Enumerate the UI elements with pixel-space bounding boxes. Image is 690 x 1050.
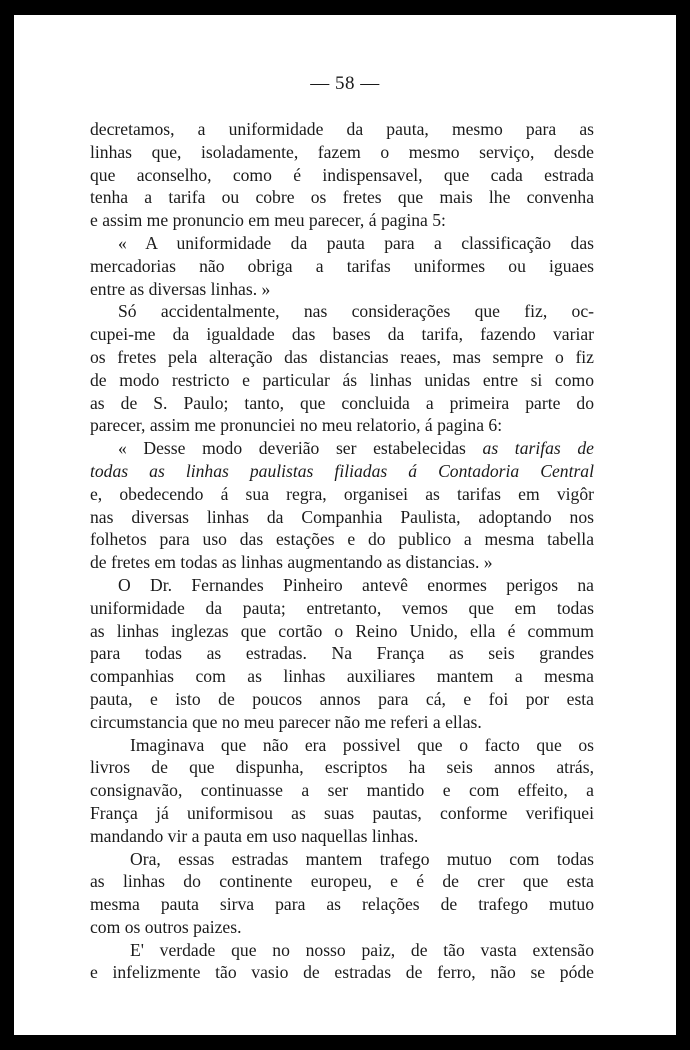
text-line: os fretes pela alteração das distancias reaes, mas sempre o fiz: [90, 346, 594, 367]
text-line: uniformidade da pauta; entretanto, vemos que em todas: [90, 597, 594, 618]
text-line: circumstancia que no meu parecer não me referi a ellas.: [90, 711, 482, 732]
text-run: « Desse modo deverião ser estabelecidas: [118, 438, 466, 459]
text-line: parecer, assim me pronunciei no meu relatorio, á pagina 6:: [90, 415, 503, 436]
paragraph: [90, 939, 594, 985]
text-line: e, obedecendo á sua regra, organisei as tarifas em vigôr: [90, 483, 594, 504]
text-line: mercadorias não obriga a tarifas uniformes ou iguaes: [90, 255, 594, 276]
paragraph: [90, 300, 594, 437]
text-line: as linhas do continente europeu, e é de crer que esta: [90, 871, 594, 892]
text-line: França já uniformisou as suas pautas, conforme verifiquei: [90, 802, 594, 823]
text-line: e assim me pronuncio em meu parecer, á pagina 5:: [90, 210, 446, 231]
text-line: O Dr. Fernandes Pinheiro antevê enormes perigos na: [118, 574, 594, 595]
paragraph: [90, 232, 594, 300]
text-line: decretamos, a uniformidade da pauta, mesmo para as: [90, 119, 594, 139]
text-line: « A uniformidade da pauta para a classificação das: [118, 232, 594, 253]
text-line: com os outros paizes.: [90, 916, 242, 937]
text-run-italic: as tarifas de: [482, 438, 594, 459]
text-line: Só accidentalmente, nas considerações que fiz, oc-: [118, 301, 594, 322]
text-line: consignavão, continuasse a ser mantido e com effeito, a: [90, 780, 594, 801]
text-line: folhetos para uso das estações e do publico a mesma tabella: [90, 529, 594, 550]
page-number: — 58 —: [310, 73, 380, 94]
text-line: companhias com as linhas auxiliares mantem a mesma: [90, 666, 594, 687]
paragraph: [90, 848, 594, 939]
text-line: Imaginava que não era possivel que o facto que os: [130, 734, 594, 755]
book-page: [14, 15, 676, 1035]
text-line: de fretes em todas as linhas augmentando as distancias. »: [90, 552, 493, 573]
body-text: [90, 118, 594, 984]
text-line: que aconselho, como é indispensavel, que cada estrada: [90, 164, 594, 185]
text-line: cupei-me da igualdade das bases da tarifa, fazendo variar: [90, 324, 594, 345]
text-line: para todas as estradas. Na França as seis grandes: [90, 643, 594, 664]
text-line: todas as linhas paulistas filiadas á Contadoria Central: [90, 460, 594, 481]
text-line: as linhas inglezas que cortão o Reino Unido, ella é commum: [90, 620, 594, 641]
text-line: as de S. Paulo; tanto, que concluida a primeira parte do: [90, 392, 594, 413]
text-line: livros de que dispunha, escriptos ha seis annos atrás,: [90, 757, 594, 778]
text-line: nas diversas linhas da Companhia Paulista, adoptando nos: [90, 506, 594, 527]
text-line: mesma pauta sirva para as relações de trafego mutuo: [90, 894, 594, 915]
text-line: pauta, e isto de poucos annos para cá, e foi por esta: [90, 688, 594, 709]
text-line: tenha a tarifa ou cobre os fretes que mais lhe convenha: [90, 187, 594, 208]
text-line: mandando vir a pauta em uso naquellas linhas.: [90, 825, 419, 846]
text-line: [90, 437, 594, 460]
text-line: de modo restricto e particular ás linhas unidas entre si como: [90, 369, 594, 390]
text-line: E' verdade que no nosso paiz, de tão vasta extensão: [130, 939, 594, 960]
paragraph: [90, 574, 594, 734]
text-line: entre as diversas linhas. »: [90, 278, 271, 299]
paragraph: [90, 437, 594, 574]
text-line: linhas que, isoladamente, fazem o mesmo serviço, desde: [90, 141, 594, 162]
text-line: Ora, essas estradas mantem trafego mutuo com todas: [130, 848, 594, 869]
paragraph: [90, 118, 594, 232]
paragraph: [90, 734, 594, 848]
text-line: e infelizmente tão vasio de estradas de ferro, não se póde: [90, 962, 594, 983]
